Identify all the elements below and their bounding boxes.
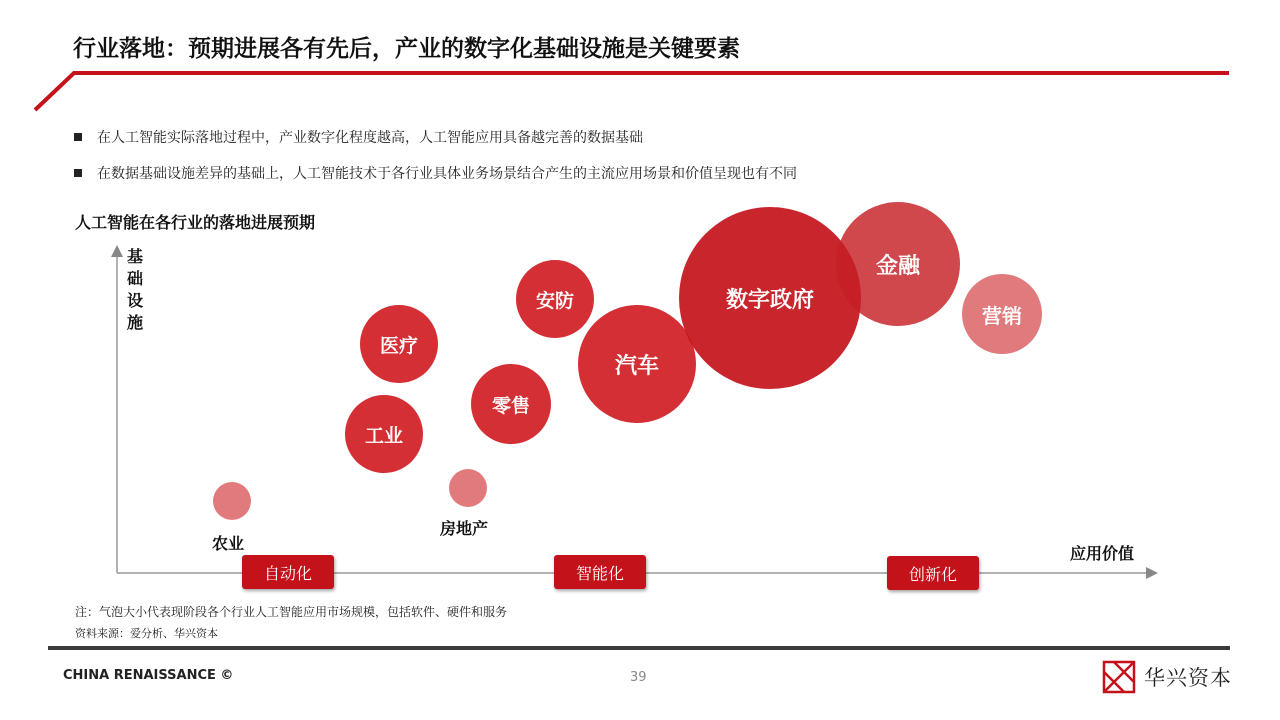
page-number: 39 bbox=[630, 670, 647, 685]
bubble-security: 安防 bbox=[516, 260, 594, 338]
y-axis-label: 基础设施 bbox=[126, 247, 143, 332]
page-title: 行业落地：预期进展各有先后，产业的数字化基础设施是关键要素 bbox=[73, 36, 740, 62]
bullet-item: 在人工智能实际落地过程中，产业数字化程度越高，人工智能应用具备越完善的数据基础 bbox=[74, 126, 797, 148]
bubble-agriculture bbox=[213, 482, 251, 520]
chart-title: 人工智能在各行业的落地进展预期 bbox=[75, 213, 316, 232]
bubble-marketing: 营销 bbox=[962, 274, 1042, 354]
logo-text: 华兴资本 bbox=[1144, 666, 1232, 690]
bubble-label-real-estate: 房地产 bbox=[440, 519, 489, 538]
bubble-finance: 金融 bbox=[836, 202, 960, 326]
company-logo bbox=[1102, 660, 1232, 694]
chart-note: 注：气泡大小代表现阶段各个行业人工智能应用市场规模，包括软件、硬件和服务 bbox=[75, 605, 508, 619]
source-note: 资料来源：爱分析、华兴资本 bbox=[75, 627, 218, 640]
stage-innovation: 创新化 bbox=[887, 556, 979, 590]
logo-mark-icon bbox=[1102, 660, 1136, 694]
stage-intelligence: 智能化 bbox=[554, 555, 646, 589]
bullet-item: 在数据基础设施差异的基础上，人工智能技术于各行业具体业务场景结合产生的主流应用场景和价值呈现也有不同 bbox=[74, 162, 797, 184]
bubble-label-agriculture: 农业 bbox=[212, 534, 245, 553]
bubble-retail: 零售 bbox=[471, 364, 551, 444]
footer-divider bbox=[48, 646, 1230, 650]
bubble-healthcare: 医疗 bbox=[360, 305, 438, 383]
bubble-automotive: 汽车 bbox=[578, 305, 696, 423]
bubble-real-estate bbox=[449, 469, 487, 507]
bubble-digital-government: 数字政府 bbox=[679, 207, 861, 389]
bubble-industry: 工业 bbox=[345, 395, 423, 473]
stage-automation: 自动化 bbox=[242, 555, 334, 589]
footer-company: CHINA RENAISSANCE © bbox=[63, 668, 234, 683]
x-axis-label: 应用价值 bbox=[1070, 544, 1135, 563]
